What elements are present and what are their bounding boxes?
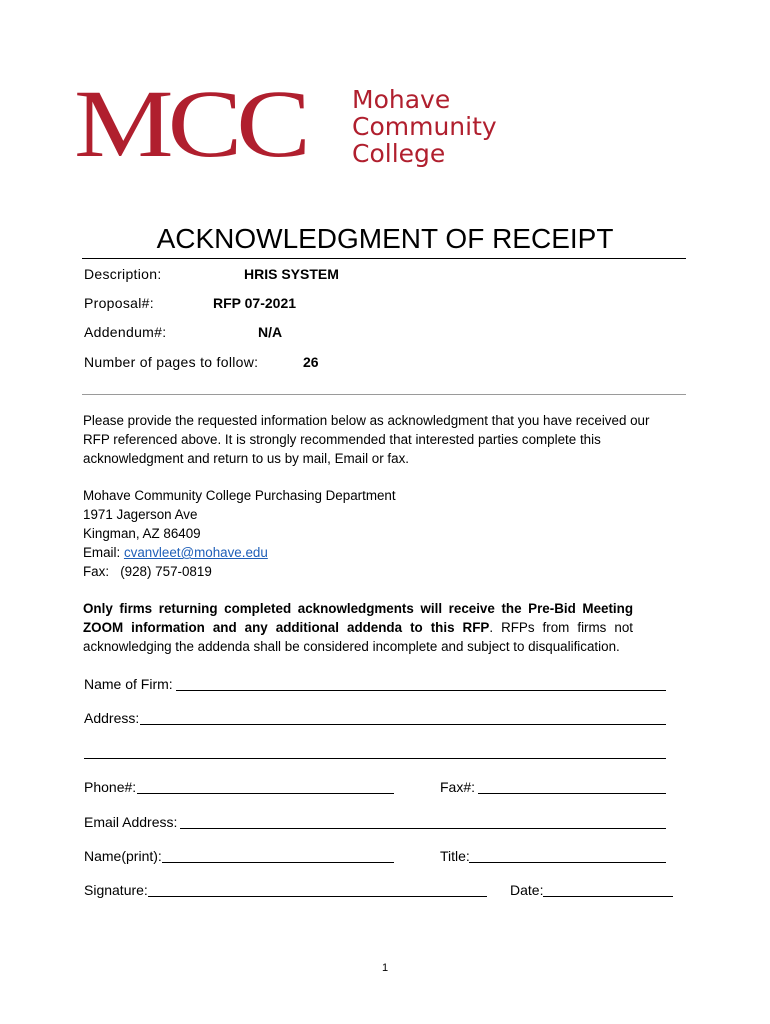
- logo-word: Community: [352, 112, 497, 141]
- phone-label: Phone#:: [84, 779, 137, 795]
- proposal-label: Proposal#:: [84, 295, 154, 311]
- phone-field[interactable]: [137, 793, 394, 794]
- date-label: Date:: [510, 882, 544, 898]
- pages-value: 26: [303, 354, 319, 370]
- notice-text: . RFPs from firms not: [489, 620, 633, 635]
- description-value: HRIS SYSTEM: [244, 266, 339, 282]
- notice-line-3: acknowledging the addenda shall be considered incomplete and subject to disqualification.: [83, 639, 620, 654]
- email-address-field[interactable]: [180, 828, 666, 829]
- description-label: Description:: [84, 266, 162, 282]
- logo-mark: MCC: [74, 70, 305, 178]
- date-field[interactable]: [543, 896, 673, 897]
- city-state-zip: Kingman, AZ 86409: [83, 526, 201, 541]
- title-rule: [82, 258, 686, 259]
- fax-label: Fax#:: [440, 779, 476, 795]
- email-address-label: Email Address:: [84, 814, 178, 830]
- fax-field[interactable]: [478, 793, 666, 794]
- email-label: Email:: [83, 545, 124, 560]
- notice-line-2: [83, 618, 633, 637]
- street-address: 1971 Jagerson Ave: [83, 507, 198, 522]
- proposal-value: RFP 07-2021: [213, 295, 297, 311]
- name-print-field[interactable]: [162, 862, 394, 863]
- email-link[interactable]: cvanvleet@mohave.edu: [123, 545, 268, 560]
- department-name: Mohave Community College Purchasing Department: [83, 488, 396, 503]
- email-line: [83, 543, 683, 562]
- intro-line: RFP referenced above. It is strongly recommended that interested parties complete this: [83, 432, 601, 447]
- notice-bold-text: ZOOM information and any additional addenda to this RFP: [83, 620, 490, 635]
- logo-word: College: [352, 139, 446, 168]
- addendum-label: Addendum#:: [84, 324, 167, 340]
- address-label: Address:: [84, 710, 140, 726]
- intro-line: Please provide the requested information below as acknowledgment that you have received our: [83, 413, 650, 428]
- firm-name-field[interactable]: [176, 690, 666, 691]
- intro-paragraph: [83, 411, 683, 468]
- pages-label: Number of pages to follow:: [84, 354, 259, 370]
- logo-word: Mohave: [352, 85, 451, 114]
- notice-paragraph: [83, 599, 633, 656]
- firm-name-label: Name of Firm:: [84, 676, 173, 692]
- title-label: Title:: [440, 848, 470, 864]
- addendum-value: N/A: [258, 324, 283, 340]
- page-number: 1: [381, 962, 389, 974]
- logo-wordmark: [352, 86, 497, 167]
- document-title: ACKNOWLEDGMENT OF RECEIPT: [156, 223, 614, 254]
- address-field[interactable]: [140, 724, 666, 725]
- intro-line: acknowledgment and return to us by mail, Email or fax.: [83, 451, 409, 466]
- address-block: [83, 486, 683, 581]
- section-divider: [82, 394, 686, 395]
- title-field[interactable]: [469, 862, 666, 863]
- fax-number: Fax: (928) 757-0819: [83, 564, 212, 579]
- address-field-line-2[interactable]: [84, 758, 666, 759]
- notice-line-1: Only firms returning completed acknowledgments will receive the Pre-Bid Meeting: [83, 601, 633, 616]
- signature-field[interactable]: [148, 896, 487, 897]
- signature-label: Signature:: [84, 882, 148, 898]
- name-print-label: Name(print):: [84, 848, 162, 864]
